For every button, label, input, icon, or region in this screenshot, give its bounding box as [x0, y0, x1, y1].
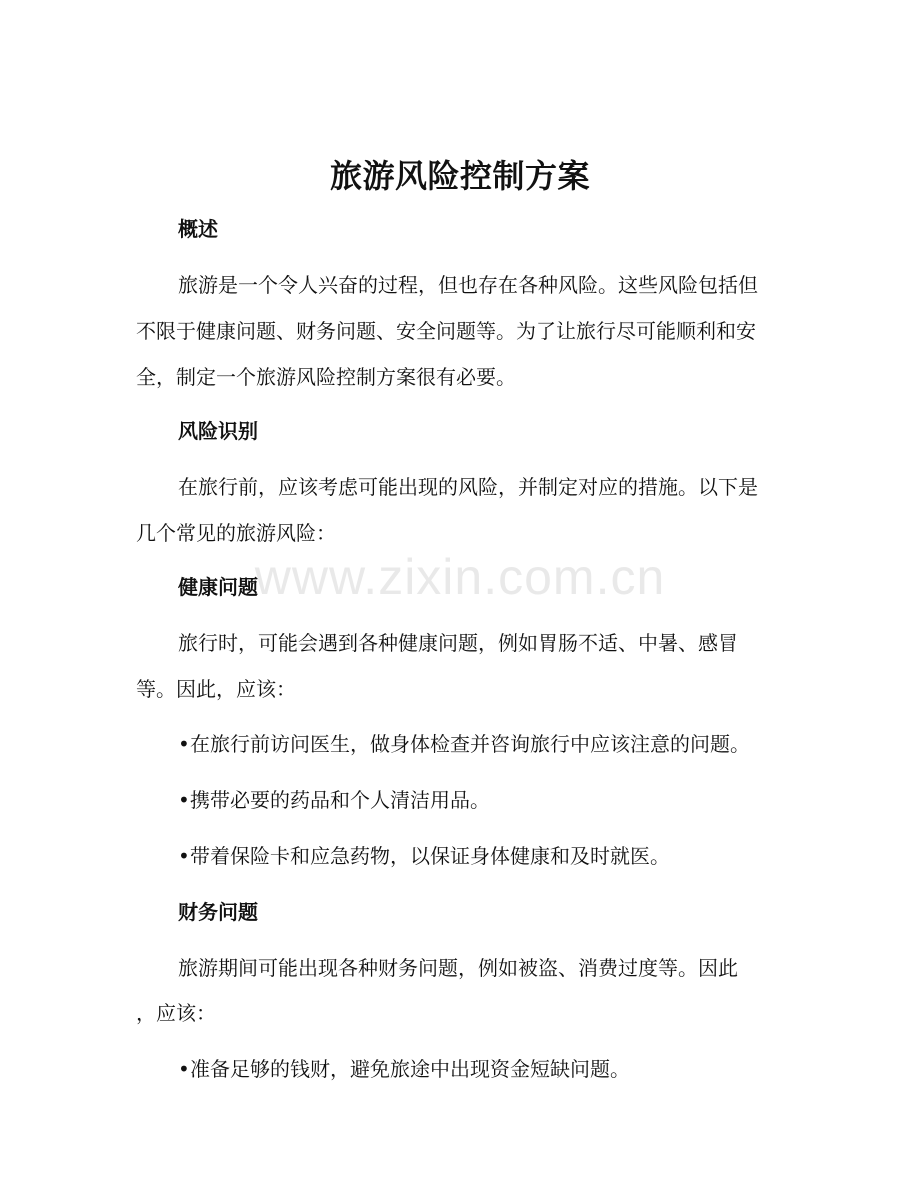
section-heading-health: 健康问题 [178, 575, 258, 599]
bullet-dot: • [178, 1057, 190, 1081]
list-item [178, 729, 750, 759]
list-item-text: 带着保险卡和应急药物，以保证身体健康和及时就医。 [190, 844, 670, 868]
bullet-dot: • [178, 732, 190, 756]
list-item [178, 1054, 630, 1084]
bullet-dot: • [178, 844, 190, 868]
page-title: 旅游风险控制方案 [329, 157, 590, 195]
paragraph-risk-identification: 在旅行前，应该考虑可能出现的风险，并制定对应的措施。以下是几个常见的旅游风险： [136, 475, 758, 545]
list-item [178, 841, 670, 871]
list-item-text: 携带必要的药品和个人清洁用品。 [190, 788, 490, 812]
paragraph-finance-line2: ，应该： [136, 1001, 216, 1025]
bullet-dot: • [178, 788, 190, 812]
list-item [178, 785, 490, 815]
section-heading-overview: 概述 [178, 217, 218, 241]
list-item-text: 准备足够的钱财，避免旅途中出现资金短缺问题。 [190, 1057, 630, 1081]
paragraph-overview: 旅游是一个令人兴奋的过程，但也存在各种风险。这些风险包括但不限于健康问题、财务问题、安全问题等。为了让旅行尽可能顺利和安全，制定一个旅游风险控制方案很有必要。 [136, 273, 758, 389]
list-item-text: 在旅行前访问医生，做身体检查并咨询旅行中应该注意的问题。 [190, 732, 750, 756]
section-heading-finance: 财务问题 [178, 900, 258, 924]
section-heading-risk-identification: 风险识别 [178, 419, 258, 443]
paragraph-finance-line1: 旅游期间可能出现各种财务问题，例如被盗、消费过度等。因此 [178, 956, 738, 980]
paragraph-health: 旅行时，可能会遇到各种健康问题，例如胃肠不适、中暑、感冒等。因此，应该： [136, 631, 738, 701]
watermark: www.zixin.com.cn [254, 549, 666, 605]
